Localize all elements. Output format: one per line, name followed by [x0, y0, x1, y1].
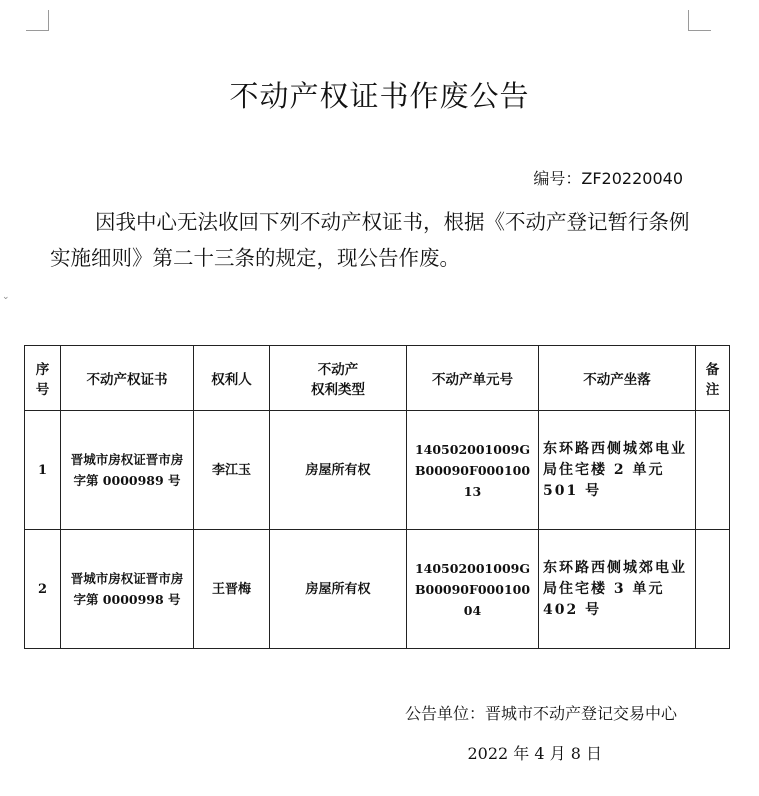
- row-right-type: 房屋所有权: [270, 411, 407, 530]
- table-header-row: [25, 346, 730, 411]
- issuer-label: 公告单位：: [404, 704, 485, 723]
- row-location: 东环路西侧城郊电业局住宅楼 2 单元 501 号: [539, 411, 696, 530]
- row-remark: [696, 530, 730, 649]
- header-location: 不动产坐落: [539, 346, 696, 411]
- header-certificate: 不动产权证书: [61, 346, 194, 411]
- row-location: 东环路西侧城郊电业局住宅楼 3 单元 402 号: [539, 530, 696, 649]
- issuer-name: 晋城市不动产登记交易中心: [484, 704, 677, 723]
- header-holder: 权利人: [194, 346, 270, 411]
- row-unit-number: 140502001009GB00090F00010004: [407, 530, 539, 649]
- page-title: 不动产权证书作废公告: [229, 79, 530, 113]
- table-row: [25, 530, 730, 649]
- table-row: [25, 411, 730, 530]
- crop-mark-top-right: [688, 10, 711, 31]
- row-remark: [696, 411, 730, 530]
- row-seq: 2: [25, 530, 61, 649]
- row-holder: 王晋梅: [194, 530, 270, 649]
- row-right-type: 房屋所有权: [270, 530, 407, 649]
- header-right-type-line1: 不动产: [317, 362, 359, 378]
- header-unit-number: 不动产单元号: [407, 346, 539, 411]
- header-right-type-line2: 权利类型: [311, 382, 365, 398]
- issuer-line: [405, 701, 677, 724]
- header-remark: 备注: [696, 346, 730, 411]
- row-holder: 李江玉: [194, 411, 270, 530]
- document-number: [533, 166, 683, 189]
- row-certificate: 晋城市房权证晋市房字第 0000998 号: [61, 530, 194, 649]
- document-number-label: 编号：: [533, 169, 582, 188]
- row-certificate: 晋城市房权证晋市房字第 0000989 号: [61, 411, 194, 530]
- voided-certificates-table: [24, 345, 730, 649]
- row-unit-number: 140502001009GB00090F00010013: [407, 411, 539, 530]
- row-seq: 1: [25, 411, 61, 530]
- document-number-value: ZF20220040: [581, 169, 683, 188]
- header-right-type: [270, 346, 407, 411]
- crop-mark-top-left: [26, 10, 49, 31]
- margin-marker-icon: ⌄: [2, 292, 10, 302]
- announcement-body: 因我中心无法收回下列不动产权证书，根据《不动产登记暂行条例实施细则》第二十三条的规定，现公告作废。: [50, 210, 690, 270]
- announcement-date: 2022 年 4 月 8 日: [467, 744, 602, 763]
- header-seq: 序号: [25, 346, 61, 411]
